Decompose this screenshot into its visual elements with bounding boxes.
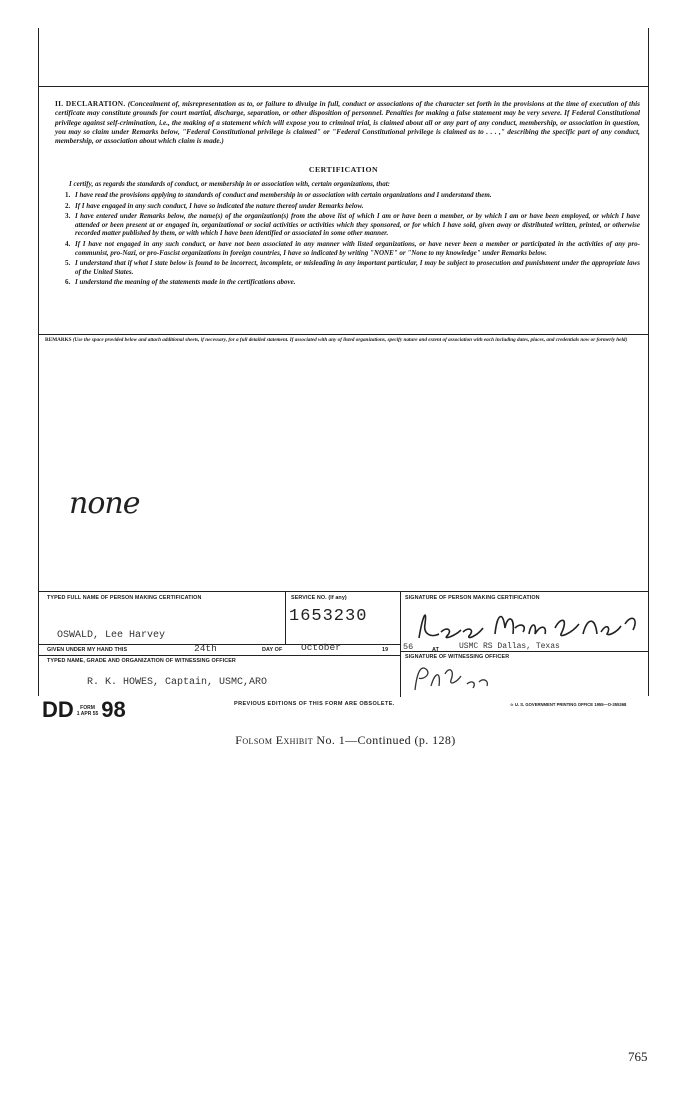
witness-value: R. K. HOWES, Captain, USMC,ARO: [87, 677, 268, 688]
declaration-paragraph: [55, 99, 640, 145]
typed-name-value: OSWALD, Lee Harvey: [57, 630, 166, 641]
service-no-value: 1653230: [289, 607, 368, 626]
given-place: USMC RS Dallas, Texas: [459, 642, 560, 651]
exhibit-name: Folsom Exhibit: [235, 733, 314, 747]
obsolete-notice: PREVIOUS EDITIONS OF THIS FORM ARE OBSOLETE.: [234, 701, 395, 707]
gpo-imprint: ☆ U. S. GOVERNMENT PRINTING OFFICE 1955—O-355368: [510, 702, 627, 707]
signature-label: SIGNATURE OF PERSON MAKING CERTIFICATION: [405, 595, 540, 601]
form-date-block: FORM 1 APR 55: [76, 705, 99, 718]
certification-item: 2. If I have engaged in any such conduct, I have so indicated the nature thereof under Remarks below.: [65, 201, 364, 210]
remarks-heading: REMARKS: [45, 337, 72, 343]
signature-icon: [411, 604, 651, 644]
given-month: October: [301, 642, 341, 653]
given-year: 56: [403, 642, 414, 652]
signature-block: [39, 591, 648, 697]
exhibit-number: No. 1—Continued (p. 128): [316, 733, 456, 747]
at-label: AT: [432, 647, 439, 653]
dd-label: DD: [42, 697, 74, 722]
certification-item: 3. I have entered under Remarks below, the name(s) of the organization(s) from the above list of which I am or have been a member, or by which I am or have been employed, or which I have attended or been present at or engaged in, organizational or social activities or activities which they sponsored, or for which I have sold, given away or distributed written, printed, or otherwise recorded matter published by them, or with which I have been identified or associated in some other manner.: [65, 212, 640, 238]
certification-item: 5. I understand that if what I state below is found to be incorrect, incomplete, or misleading in any important particular, I may be subject to prosecution and punishment under the appropriate laws of the United States.: [65, 259, 640, 276]
handwritten-remark: none: [69, 486, 140, 521]
given-day: 24th: [194, 643, 217, 654]
page-number: 765: [628, 1049, 648, 1064]
service-no-label: SERVICE NO. (If any): [291, 595, 347, 601]
witness-label: TYPED NAME, GRADE AND ORGANIZATION OF WITNESSING OFFICER: [47, 658, 236, 664]
declaration-text: (Concealment of, misrepresentation as to, or failure to divulge in full, conduct or associations of the character set forth in the provisions at the time of execution of this certificate may constitute grounds for court martial, discharge, separation, or other disposition of personnel. Penalties for making a false statement may be very severe. If Federal Constitutional privilege against self-crimination, i.e., the making of a statement which will expose you to criminal trial, is claimed about all or any part of any conduct, membership, or association in question, you may so claim under Remarks below, "Federal Constitutional privilege is claimed" or "Federal Constitutional privilege is claimed as to . . . ," describing the specific part of any conduct, membership, or association about which claim is made.): [55, 99, 640, 146]
remarks-divider: [39, 334, 648, 335]
certification-item: 4. If I have not engaged in any such conduct, or have not been associated in any manner with listed organizations, or have never been a member or participated in the activities of any pro-communist, pro-Nazi, or pro-Fascist organizations in foreign countries, I have so indicated by writing "NONE" or "None to my knowledge" under Remarks below.: [65, 239, 640, 257]
certification-item: 1. I have read the provisions applying to standards of conduct and membership in or association with certain organizations and I understand them.: [65, 191, 492, 199]
typed-name-label: TYPED FULL NAME OF PERSON MAKING CERTIFICATION: [47, 595, 202, 601]
exhibit-caption: [0, 733, 691, 748]
section-divider: [39, 86, 648, 87]
remarks-instructions: (Use the space provided below and attach additional sheets, if necessary, for a full detailed statement. If associated with any of listed organizations, specify nature and extent of association with each including dates, places, and credentials now or formerly held): [72, 337, 628, 343]
day-of-label: DAY OF: [262, 647, 283, 653]
form-number: 98: [101, 697, 126, 722]
certificate-form: [38, 28, 649, 696]
year-prefix: 19: [382, 647, 389, 653]
certification-title: CERTIFICATION: [308, 165, 379, 174]
witness-signature-icon: [409, 660, 499, 694]
declaration-heading: II. DECLARATION.: [55, 99, 126, 108]
witness-sig-label: SIGNATURE OF WITNESSING OFFICER: [405, 654, 510, 660]
certification-item: 6. I understand the meaning of the statements made in the certifications above.: [65, 278, 296, 287]
remarks-label: [45, 337, 640, 344]
form-designation: [42, 697, 126, 723]
certification-intro: I certify, as regards the standards of conduct, or membership in or association with, certain organizations, that:: [69, 180, 391, 188]
certification-list: [65, 191, 640, 289]
given-label: GIVEN UNDER MY HAND THIS: [47, 647, 128, 653]
